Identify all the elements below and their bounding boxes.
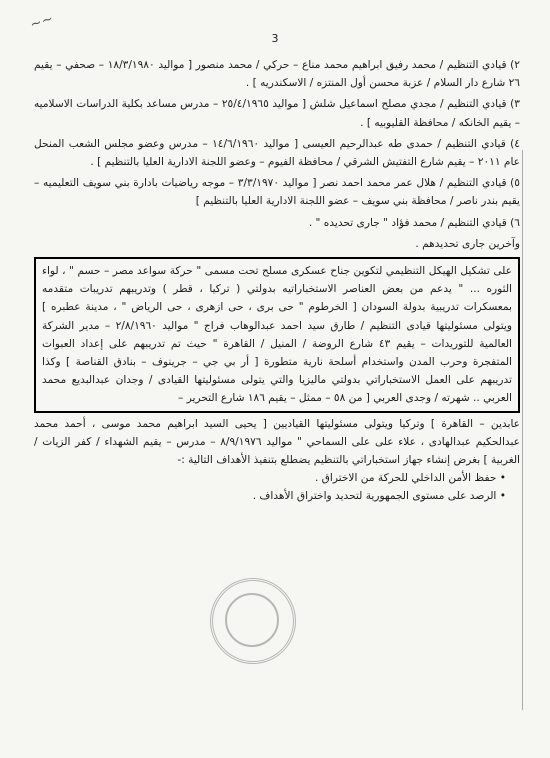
highlighted-box xyxy=(34,257,520,413)
item-2: ٢) قيادي التنظيم / محمد رفيق ابراهيم محمد مناع – حركي / محمد منصور [ مواليد ١٨/٣/١٩٨٠ – صحفي – يقيم ٢٦ شارع دار السلام / عزبة محسن أول المنتزه / الاسكندريه ] . xyxy=(34,59,520,90)
bullet-item: • حفظ الأمن الداخلي للحركة من الاختراق . xyxy=(314,472,506,485)
handwritten-note: ~~ xyxy=(28,10,56,34)
item-3: ٣) قيادي التنظيم / مجدي مصلح اسماعيل شلش [ مواليد ٢٥/٤/١٩٦٥ – مدرس مساعد بكلية الدراسات الاسلاميه – يقيم الخانكه / محافظة القليوبيه ] . xyxy=(34,98,520,129)
bullet-item: • الرصد على مستوى الجمهورية لتحديد واختراق الأهداف . xyxy=(252,490,506,503)
others-line: وآخرين جارى تحديدهم . xyxy=(415,237,520,250)
document-body xyxy=(34,56,520,506)
official-stamp xyxy=(210,578,296,664)
item-5: ٥) قيادي التنظيم / هلال عمر محمد احمد نصر [ مواليد ٣/٣/١٩٧٠ – موجه رياضيات بادارة بني سويف التعليميه – يقيم بندر ناصر / محافظة بني سويف – عضو اللجنة الادارية العليا بالتنظيم ] xyxy=(34,177,520,208)
item-4: ٤) قيادي التنظيم / حمدى طه عبدالرحيم العيسى [ مواليد ١٤/٦/١٩٦٠ – مدرس وعضو مجلس الشعب المنحل عام ٢٠١١ – يقيم شارع التفتيش الشرقي / محافظة الفيوم – وعضو اللجنة الادارية العليا بالتنظيم ] . xyxy=(34,137,520,169)
page-number: 3 xyxy=(271,32,279,45)
continuation-paragraph: عابدين – القاهرة ] وتركيا ويتولى مسئوليتها القياديين [ يحيى السيد ابراهيم محمد موسى ، أحمد محمد عبدالحكيم عبدالهادى ، علاء على على السماحي " مواليد ٨/٩/١٩٧٦ – مدرس – يقيم الشهداء / كفر الزيات / الغربية ] بغرض إنشاء جهاز استخباراتي بالتنظيم يضطلع بتنفيذ الأهداف التالية :- xyxy=(34,417,520,467)
continuation-text xyxy=(34,415,520,506)
item-6: ٦) قيادي التنظيم / محمد فؤاد " جارى تحديده " . xyxy=(308,216,520,229)
boxed-paragraph: على تشكيل الهيكل التنظيمي لتكوين جناح عسكرى مسلح تحت مسمى " حركة سواعد مصر – حسم " ، لواء الثوره ... " يدعم من بعض العناصر الاستخباراتيه بدولتي ( تركيا ، قطر ) وتدريبهم تدريبات متقدمه بمعسكرات تدريبية بدولة السودان [ الخرطوم " حى برى ، حى ازهرى ، حى الرياض " ، مدينة عطبره ] ويتولى مسئوليتها قيادى التنظيم / طارق سيد احمد عبدالوهاب فراج " مواليد ٢/٨/١٩٦٠ – مدير الشركة العالمية للتوريدات – يقيم ٤٣ شارع الروضة / المنيل / القاهرة " حيث تم تدريبهم على إعداد العبوات المتفجرة وحرب المدن واستخدام أسلحة نارية متطورة [ أر بي جي – جرينوف – بنادق القناصة ] وكذا تدريبهم على العمل الاستخباراتي بدولتي ماليزيا والتي يتولى مسئوليتها القيادى / وجدان عبدالبديع محمد العربي .. شهرته / وجدى العربي [ من ٥٨ – ممثل – يقيم ١٨٦ شارع التحرير – xyxy=(42,265,512,405)
margin-line xyxy=(522,150,523,710)
